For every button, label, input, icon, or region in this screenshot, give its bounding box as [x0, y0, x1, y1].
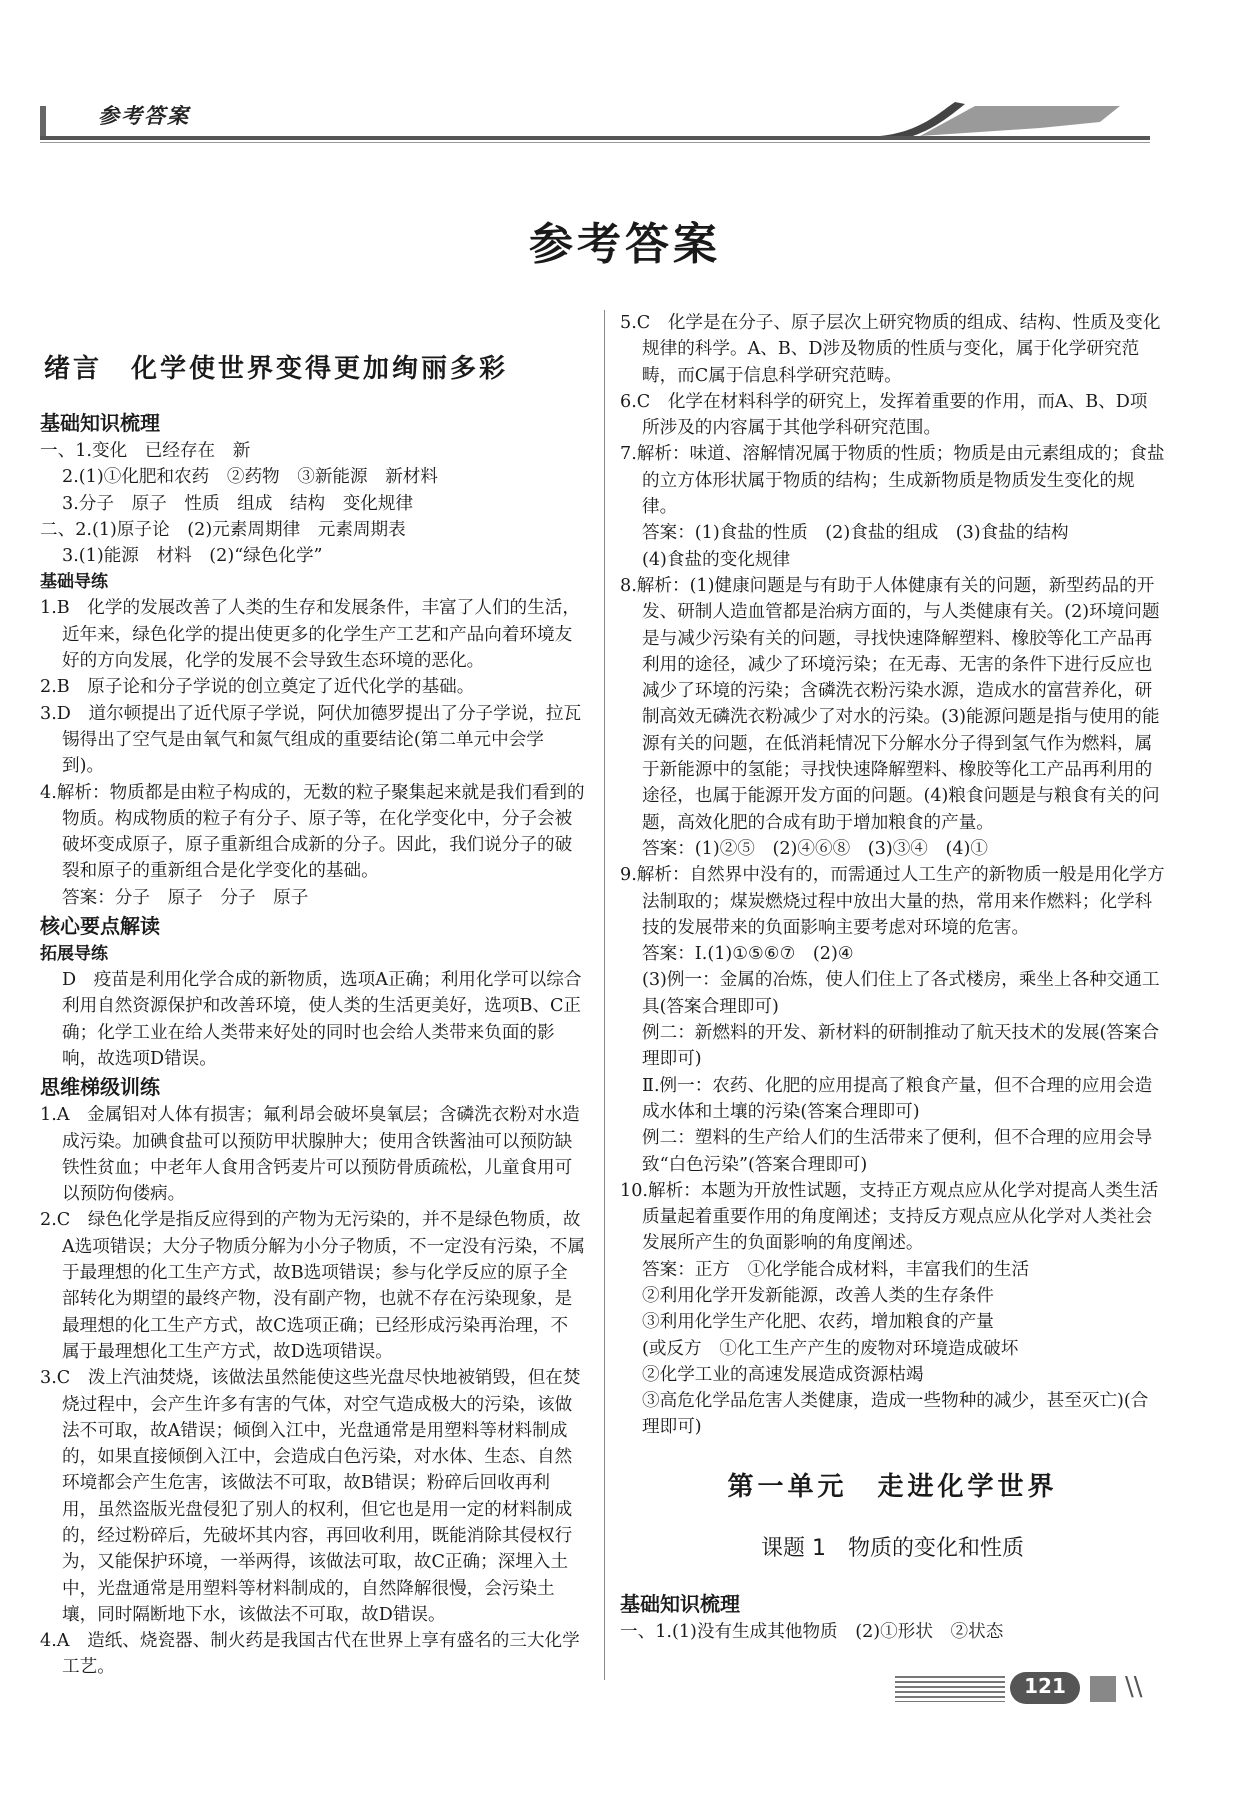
left-paragraph: 绪言 化学使世界变得更加绚丽多彩 — [44, 354, 509, 384]
right-paragraph: 例二：塑料的生产给人们的生活带来了便利，但不合理的应用会导致“白色污染”(答案合理即可) — [642, 1128, 1153, 1175]
header-rule — [40, 136, 1150, 140]
left-paragraph: 核心要点解读 — [40, 914, 160, 939]
page-header — [40, 92, 1150, 152]
right-paragraph: 8.解析：(1)健康问题是与有助于人体健康有关的问题，新型药品的开发、研制人造血管都是治病方面的，与人类健康有关。(2)环境问题是与减少污染有关的问题，寻找快速降解塑料、橡胶等化工产品再利用的途径，减少了环境污染；在无毒、无害的条件下进行反应也减少了环境的污染；含磷洗衣粉污染水源，造成水的富营养化，研制高效无磷洗衣粉减少了对水的污染。(3)能源问题是指与使用的能源有关的问题，在低消耗情况下分解水分子得到氢气作为燃料，属于新能源中的氢能；寻找快速降解塑料、橡胶等化工产品再利用的途径，也属于能源开发方面的问题。(4)粮食问题是与粮食有关的问题，高效化肥的合成有助于增加粮食的产量。 — [620, 575, 1160, 833]
left-paragraph: 答案：分子 原子 分子 原子 — [62, 887, 309, 908]
header-rule-thin — [40, 142, 1150, 143]
left-paragraph: 1.B 化学的发展改善了人类的生存和发展条件，丰富了人们的生活，近年来，绿色化学的提出使更多的化学生产工艺和产品向着环境友好的方向发展，化学的发展不会导致生态环境的恶化。 — [40, 598, 580, 672]
header-label: 参考答案 — [98, 103, 190, 128]
footer-slash-icon: \\ — [1125, 1672, 1143, 1702]
right-paragraph: ③利用化学生产化肥、农药，增加粮食的产量 — [642, 1312, 994, 1333]
right-paragraph: 6.C 化学在材料科学的研究上，发挥着重要的作用，而A、B、D项所涉及的内容属于其他学科研究范围。 — [620, 391, 1148, 439]
left-paragraph: 2.B 原子论和分子学说的创立奠定了近代化学的基础。 — [40, 677, 475, 698]
right-paragraph: 10.解析：本题为开放性试题，支持正方观点应从化学对提高人类生活质量起着重要作用的角度阐述；支持反方观点应从化学对人类社会发展所产生的负面影响的角度阐述。 — [620, 1180, 1159, 1254]
right-paragraph: (3)例一：金属的冶炼，使人们住上了各式楼房，乘坐上各种交通工具(答案合理即可) — [642, 970, 1160, 1017]
right-paragraph: 例二：新燃料的开发、新材料的研制推动了航天技术的发展(答案合理即可) — [642, 1023, 1160, 1070]
page-title: 参考答案 — [529, 219, 721, 270]
right-paragraph: ③高危化学品危害人类健康，造成一些物种的减少，甚至灭亡)(合理即可) — [642, 1391, 1149, 1438]
page-number: 121 — [1024, 1674, 1066, 1698]
left-paragraph: 基础导练 — [40, 572, 108, 593]
left-paragraph: 思维梯级训练 — [40, 1075, 160, 1100]
left-column — [40, 310, 585, 1681]
right-paragraph: ②化学工业的高速发展造成资源枯竭 — [642, 1364, 924, 1385]
right-column — [620, 310, 1165, 1645]
left-paragraph: 1.A 金属铝对人体有损害；氟利昂会破坏臭氧层；含磷洗衣粉对水造成污染。加碘食盐可以预防甲状腺肿大；使用含铁酱油可以预防缺铁性贫血；中老年人食用含钙麦片可以预防骨质疏松，儿童食用可以预防佝偻病。 — [40, 1105, 580, 1205]
page-footer — [895, 1672, 1155, 1706]
right-paragraph: 答案：Ⅰ.(1)①⑤⑥⑦ (2)④ — [642, 944, 854, 965]
right-paragraph: (或反方 ①化工生产产生的废物对环境造成破坏 — [642, 1338, 1019, 1359]
left-paragraph: 4.A 造纸、烧瓷器、制火药是我国古代在世界上享有盛名的三大化学工艺。 — [40, 1631, 580, 1678]
right-paragraph: (4)食盐的变化规律 — [642, 549, 791, 570]
left-paragraph: 拓展导练 — [40, 944, 108, 965]
left-paragraph: 3.(1)能源 材料 (2)“绿色化学” — [62, 546, 323, 567]
right-paragraph: 9.解析：自然界中没有的，而需通过人工生产的新物质一般是用化学方法制取的；煤炭燃烧过程中放出大量的热，常用来作燃料；化学科技的发展带来的负面影响主要考虑对环境的危害。 — [620, 865, 1165, 938]
right-paragraph: 第一单元 走进化学世界 — [727, 1471, 1058, 1502]
header-swoosh-icon — [40, 92, 1150, 152]
left-paragraph: 2.(1)①化肥和农药 ②药物 ③新能源 新材料 — [62, 467, 438, 488]
left-paragraph: 2.C 绿色化学是指反应得到的产物为无污染的，并不是绿色物质，故A选项错误；大分子物质分解为小分子物质，不一定没有污染，不属于最理想的化工生产方式，故B选项错误；参与化学反应的原子全部转化为期望的最终产物，没有副产物，也就不存在污染现象，是最理想的化工生产方式，故C选项正确；已经形成污染再治理，不属于最理想化工生产方式，故D选项错误。 — [40, 1210, 585, 1362]
left-paragraph: 4.解析：物质都是由粒子构成的，无数的粒子聚集起来就是我们看到的物质。构成物质的粒子有分子、原子等，在化学变化中，分子会被破坏变成原子，原子重新组合成新的分子。因此，我们说分子的破裂和原子的重新组合是化学变化的基础。 — [40, 782, 585, 882]
left-paragraph: 3.分子 原子 性质 组成 结构 变化规律 — [62, 493, 414, 514]
left-paragraph: D 疫苗是利用化学合成的新物质，选项A正确；利用化学可以综合利用自然资源保护和改善环境，使人类的生活更美好，选项B、C正确；化学工业在给人类带来好处的同时也会给人类带来负面的影响，故选项D错误。 — [62, 970, 582, 1069]
right-paragraph: 答案：(1)食盐的性质 (2)食盐的组成 (3)食盐的结构 — [642, 523, 1069, 544]
right-paragraph: 7.解析：味道、溶解情况属于物质的性质；物质是由元素组成的；食盐的立方体形状属于物质的结构；生成新物质是物质发生变化的规律。 — [620, 444, 1165, 518]
right-paragraph: 基础知识梳理 — [620, 1591, 740, 1616]
left-paragraph: 3.C 泼上汽油焚烧，该做法虽然能使这些光盘尽快地被销毁，但在焚烧过程中，会产生许多有害的气体，对空气造成极大的污染，该做法不可取，故A错误；倾倒入江中，光盘通常是用塑料等材料制成的，如果直接倾倒入江中，会造成白色污染，对水体、生态、自然环境都会产生危害，该做法不可取，故B错误；粉碎后回收再利用，虽然盗版光盘侵犯了别人的权利，但它也是用一定的材料制成的，经过粉碎后，先破坏其内容，再回收利用，既能消除其侵权行为，又能保护环境，一举两得，该做法可取，故C正确；深埋入土中，光盘通常是用塑料等材料制成的，自然降解很慢，会污染土壤，同时隔断地下水，该做法不可取，故D错误。 — [40, 1368, 581, 1625]
right-paragraph: 答案：正方 ①化学能合成材料，丰富我们的生活 — [642, 1259, 1030, 1280]
column-divider — [604, 310, 605, 1680]
right-paragraph: 课题 1 物质的变化和性质 — [761, 1535, 1024, 1561]
left-paragraph: 一、1.变化 已经存在 新 — [40, 441, 251, 461]
left-paragraph: 基础知识梳理 — [40, 411, 160, 435]
right-paragraph: 一、1.(1)没有生成其他物质 (2)①形状 ②状态 — [620, 1621, 1004, 1642]
right-paragraph: ②利用化学开发新能源，改善人类的生存条件 — [642, 1285, 994, 1306]
right-paragraph: 5.C 化学是在分子、原子层次上研究物质的组成、结构、性质及变化规律的科学。A、B、D涉及物质的性质与变化，属于化学研究范畴，而C属于信息科学研究范畴。 — [620, 313, 1161, 386]
left-paragraph: 二、2.(1)原子论 (2)元素周期律 元素周期表 — [40, 519, 406, 540]
right-paragraph: 答案：(1)②⑤ (2)④⑥⑧ (3)③④ (4)① — [642, 838, 989, 859]
footer-block — [1090, 1676, 1116, 1702]
left-paragraph: 3.D 道尔顿提出了近代原子学说，阿伏加德罗提出了分子学说，拉瓦锡得出了空气是由氧气和氮气组成的重要结论(第二单元中会学到)。 — [40, 703, 582, 777]
right-paragraph: Ⅱ.例一：农药、化肥的应用提高了粮食产量，但不合理的应用会造成水体和土壤的污染(答案合理即可) — [642, 1075, 1153, 1122]
footer-lines — [895, 1676, 1005, 1702]
